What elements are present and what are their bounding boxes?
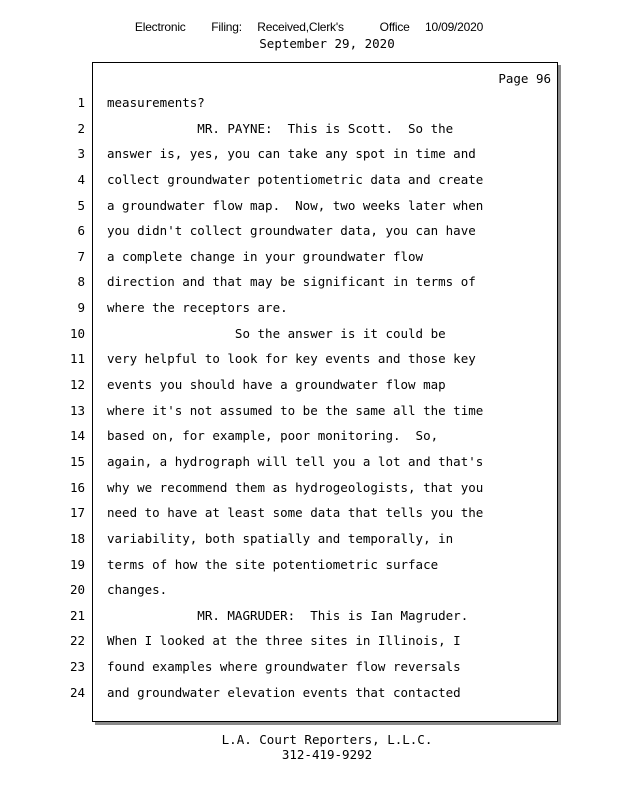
reporter-phone: 312-419-9292: [281, 747, 373, 762]
line-number: 3: [77, 146, 85, 162]
transcript-line: answer is, yes, you can take any spot in time and: [107, 146, 476, 162]
transcript-line: again, a hydrograph will tell you a lot and that's: [107, 453, 484, 469]
line-number: 24: [69, 684, 85, 700]
transcript-line: changes.: [107, 582, 168, 598]
reporter-company: L.A. Court Reporters, L.L.C.: [221, 732, 433, 747]
line-number: 15: [69, 453, 85, 469]
line-number: 9: [77, 300, 85, 316]
transcript-line: variability, both spatially and temporally, in: [107, 530, 454, 546]
transcript-line: you didn't collect groundwater data, you can have: [107, 223, 476, 239]
line-number: 12: [69, 377, 85, 393]
line-number: 21: [69, 607, 85, 623]
transcript-text: [107, 93, 552, 708]
line-number: 18: [69, 530, 85, 546]
transcript-line: direction and that may be significant in terms of: [107, 274, 476, 290]
reporter-footer: [0, 732, 618, 762]
line-number: 20: [69, 582, 85, 598]
electronic-filing-stamp: Electronic Filing: Received,Clerk's Office 10/09/2020: [134, 20, 484, 34]
transcript-line: based on, for example, poor monitoring. So,: [107, 428, 439, 444]
line-number: 14: [69, 428, 85, 444]
transcript-line: need to have at least some data that tells you the: [107, 505, 484, 521]
transcript-line: MR. PAYNE: This is Scott. So the: [107, 120, 454, 136]
transcript-line: terms of how the site potentiometric surface: [107, 556, 439, 572]
transcript-line: why we recommend them as hydrogeologists, that you: [107, 479, 484, 495]
transcript-line: found examples where groundwater flow reversals: [107, 659, 461, 675]
transcript-line: a complete change in your groundwater flow: [107, 248, 424, 264]
page-number: Page 96: [498, 71, 551, 86]
line-number: 23: [69, 659, 85, 675]
transcript-line: very helpful to look for key events and those key: [107, 351, 476, 367]
transcript-line: collect groundwater potentiometric data and create: [107, 171, 484, 187]
line-number: 19: [69, 556, 85, 572]
line-number: 22: [69, 633, 85, 649]
transcript-line: where the receptors are.: [107, 300, 288, 316]
transcript-date: September 29, 2020: [259, 36, 395, 51]
line-number: 2: [77, 120, 85, 136]
line-number: 16: [69, 479, 85, 495]
line-number: 1: [77, 95, 85, 110]
transcript-line: where it's not assumed to be the same all the time: [107, 402, 484, 418]
line-number: 4: [77, 171, 85, 187]
transcript-line: So the answer is it could be: [107, 325, 446, 341]
line-number-column: [60, 93, 85, 708]
transcript-line: MR. MAGRUDER: This is Ian Magruder.: [107, 607, 469, 623]
line-number: 7: [77, 248, 85, 264]
transcript-line: When I looked at the three sites in Illinois, I: [107, 633, 461, 649]
line-number: 17: [69, 505, 85, 521]
transcript-line: events you should have a groundwater flow map: [107, 377, 446, 393]
line-number: 13: [69, 402, 85, 418]
line-number: 8: [77, 274, 85, 290]
line-number: 6: [77, 223, 85, 239]
line-number: 11: [69, 351, 85, 367]
line-number: 5: [77, 197, 85, 213]
transcript-line: and groundwater elevation events that contacted: [107, 684, 461, 700]
transcript-line: measurements?: [107, 95, 205, 110]
line-number: 10: [69, 325, 85, 341]
transcript-line: a groundwater flow map. Now, two weeks later when: [107, 197, 484, 213]
